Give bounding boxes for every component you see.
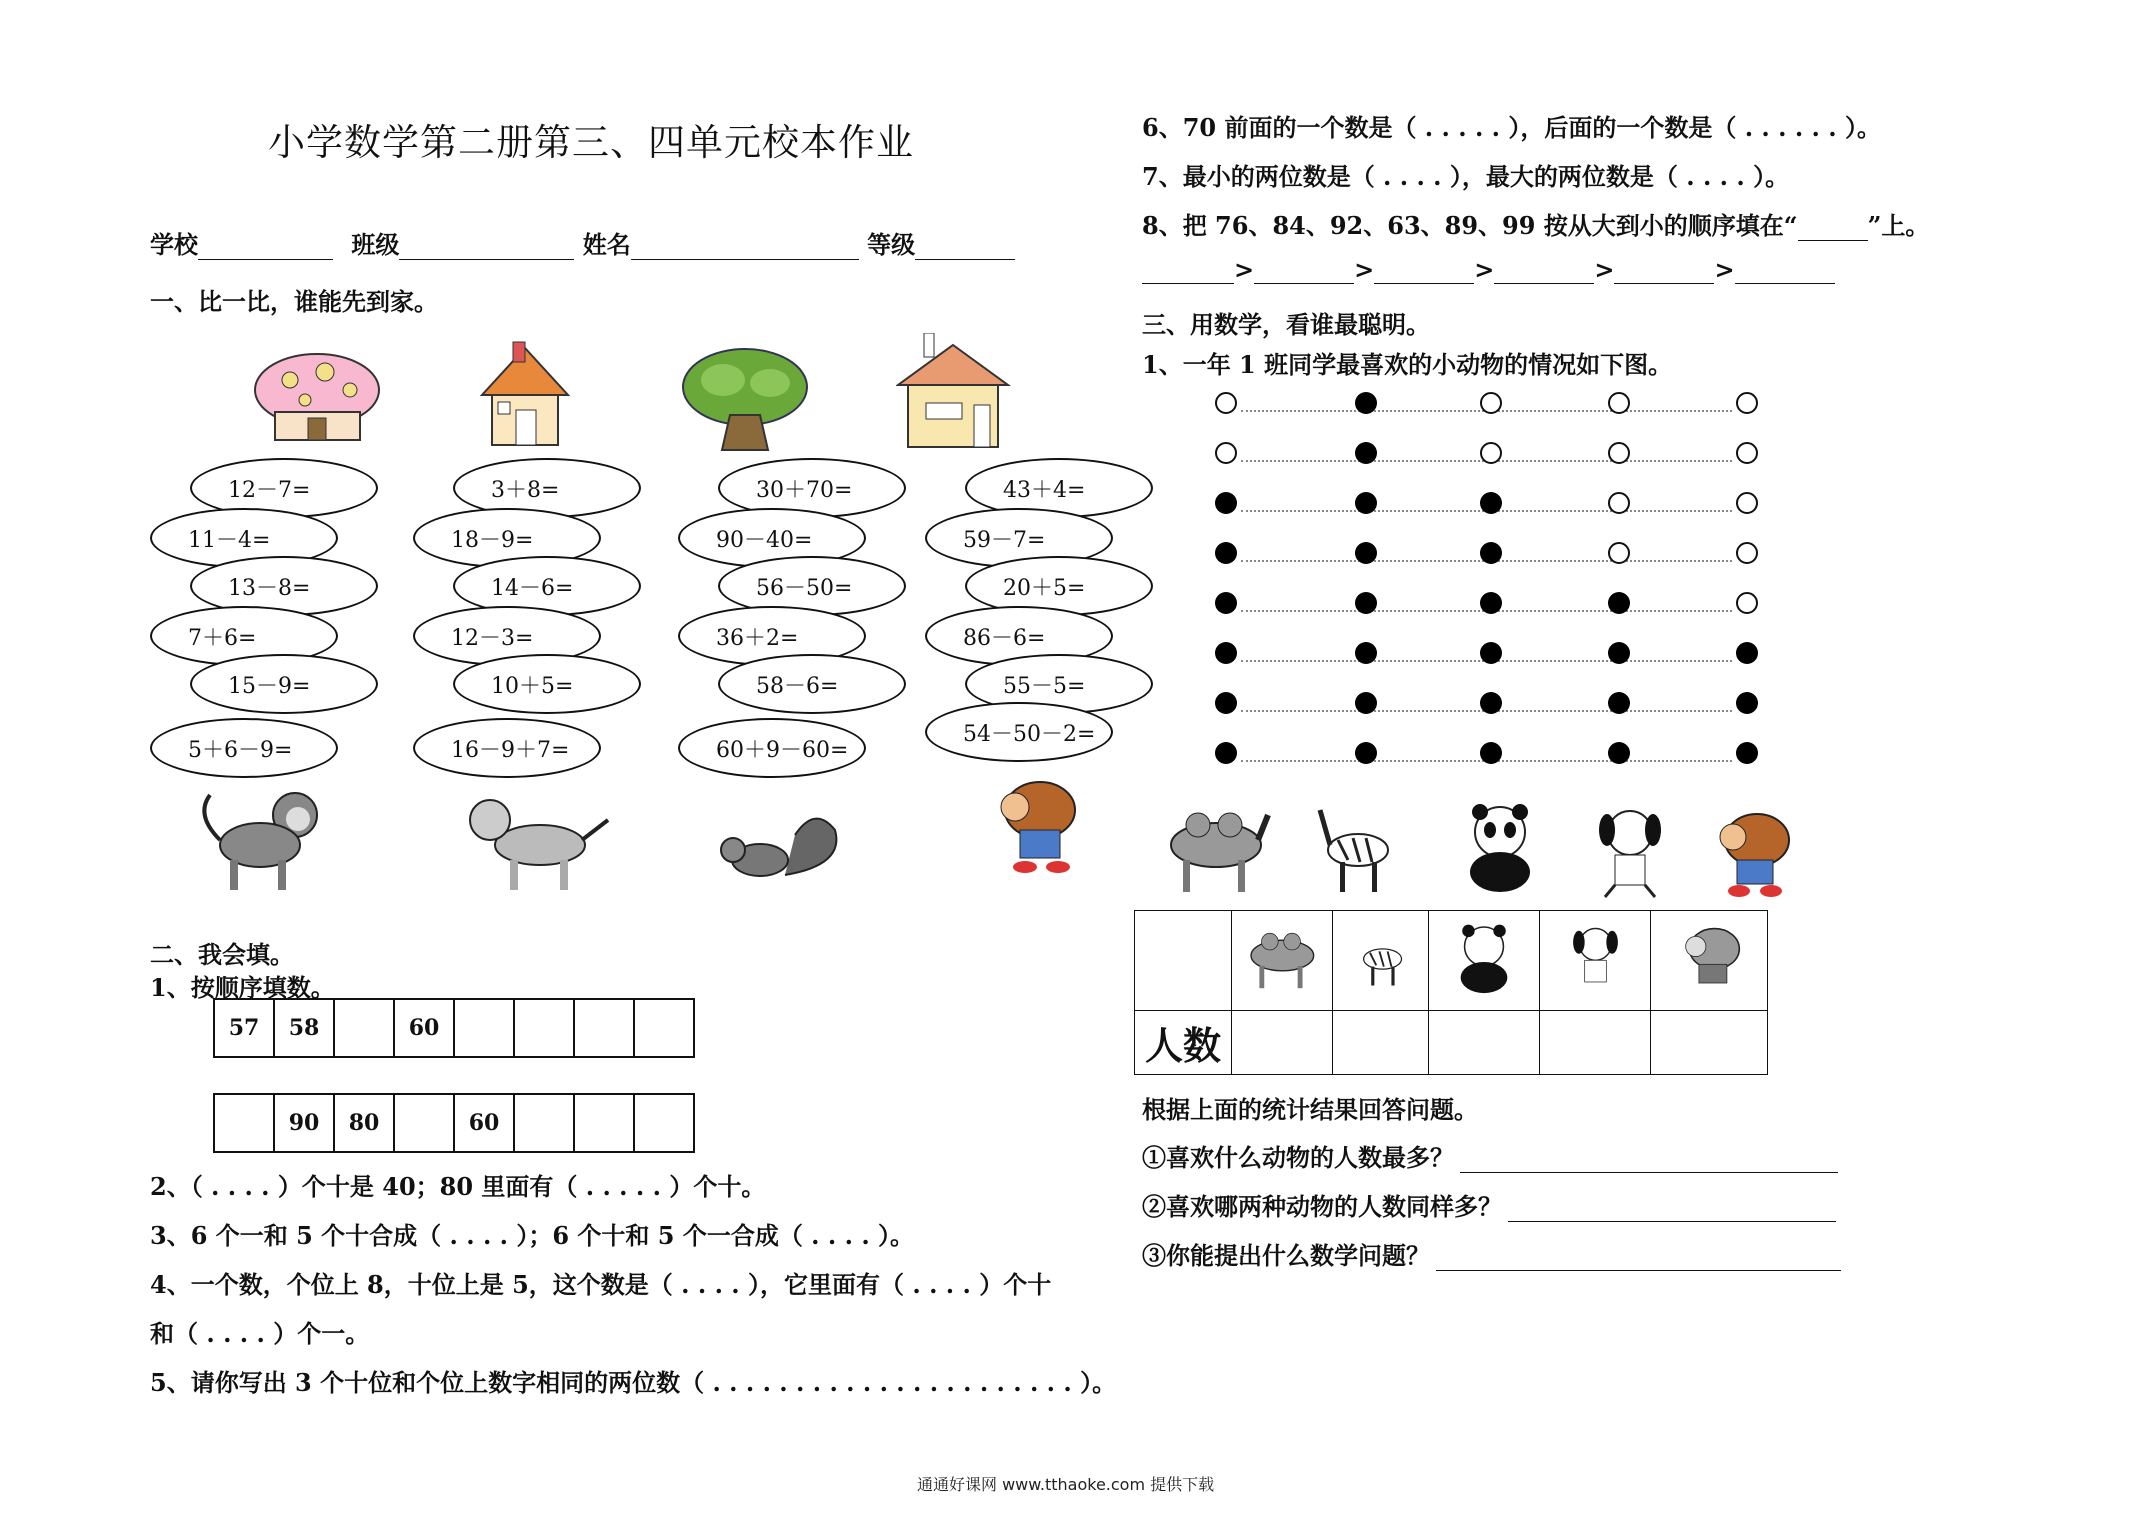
monkey-icon xyxy=(190,785,330,895)
house-icon xyxy=(896,333,1011,451)
footer-credit: 通通好课网 www.tthaoke.com 提供下载 xyxy=(917,1475,1215,1494)
sequence-table-1 xyxy=(213,998,695,1058)
qa1-text: ①喜欢什么动物的人数最多？ xyxy=(1142,1143,1454,1172)
sequence-cell[interactable] xyxy=(514,999,574,1057)
equation-text: 12－3= xyxy=(451,625,534,651)
zebra-icon xyxy=(1351,919,1411,999)
filled-dot xyxy=(1355,742,1377,764)
empty-dot xyxy=(1736,392,1758,414)
stat-puppy-cell xyxy=(1540,911,1651,1011)
empty-dot xyxy=(1480,392,1502,414)
equation-text: 58－6= xyxy=(756,673,839,699)
count-cell-panda[interactable] xyxy=(1429,1011,1540,1075)
q8-sample-blank xyxy=(1798,216,1868,241)
sequence-cell[interactable] xyxy=(514,1094,574,1152)
answer-intro: 根据上面的统计结果回答问题。 xyxy=(1142,1095,1478,1124)
q8-prompt: 8、把 76、84、92、63、89、99 按从大到小的顺序填在“ xyxy=(1142,211,1798,240)
qa2-row xyxy=(1142,1187,1836,1222)
filled-dot xyxy=(1355,442,1377,464)
q8-text xyxy=(1142,206,1929,241)
sequence-cell[interactable] xyxy=(454,999,514,1057)
filled-dot xyxy=(1480,642,1502,664)
zebra-icon xyxy=(1308,800,1403,900)
equation-text: 5＋6－9= xyxy=(188,737,293,763)
sequence-cell[interactable] xyxy=(634,1094,694,1152)
order-blank[interactable] xyxy=(1735,259,1835,284)
s3q1-text: 1、一年 1 班同学最喜欢的小动物的情况如下图。 xyxy=(1142,350,1673,379)
filled-dot xyxy=(1608,642,1630,664)
dog-icon xyxy=(460,790,610,895)
equation-text: 20＋5= xyxy=(1003,575,1086,601)
gt-sign: > xyxy=(1474,255,1495,284)
equation-text: 15－9= xyxy=(228,673,311,699)
equation-text: 59－7= xyxy=(963,527,1046,553)
class-blank[interactable] xyxy=(399,235,574,260)
filled-dot xyxy=(1608,692,1630,714)
house-icon xyxy=(478,340,573,450)
sequence-cell: 90 xyxy=(274,1094,334,1152)
empty-dot xyxy=(1736,442,1758,464)
order-blank[interactable] xyxy=(1254,259,1354,284)
filled-dot xyxy=(1355,542,1377,564)
empty-dot xyxy=(1480,442,1502,464)
school-label: 学校 xyxy=(150,230,198,259)
empty-dot xyxy=(1215,442,1237,464)
equation-text: 13－8= xyxy=(228,575,311,601)
panda-icon xyxy=(1449,921,1519,996)
section3-heading: 三、用数学，看谁最聪明。 xyxy=(1142,310,1430,339)
filled-dot xyxy=(1215,692,1237,714)
equation-text: 30＋70= xyxy=(756,477,853,503)
puppy-icon xyxy=(1585,805,1675,900)
equation-text: 36＋2= xyxy=(716,625,799,651)
squirrel-icon xyxy=(715,805,850,890)
filled-dot xyxy=(1215,642,1237,664)
filled-dot xyxy=(1480,742,1502,764)
empty-dot xyxy=(1736,592,1758,614)
order-blank[interactable] xyxy=(1494,259,1594,284)
section1-heading: 一、比一比，谁能先到家。 xyxy=(150,287,438,316)
class-label: 班级 xyxy=(351,230,400,259)
equation-bubble[interactable] xyxy=(925,702,1113,762)
gt-sign: > xyxy=(1354,255,1375,284)
filled-dot xyxy=(1608,592,1630,614)
equation-text: 60＋9－60= xyxy=(716,737,849,763)
stat-panda-cell xyxy=(1429,911,1540,1011)
sequence-cell: 58 xyxy=(274,999,334,1057)
equation-text: 55－5= xyxy=(1003,673,1086,699)
equation-bubble[interactable] xyxy=(678,718,866,778)
order-blank[interactable] xyxy=(1142,259,1234,284)
equation-text: 7＋6= xyxy=(188,625,257,651)
camel-icon xyxy=(1242,924,1322,994)
equation-bubble[interactable] xyxy=(718,654,906,714)
sequence-cell: 57 xyxy=(214,999,274,1057)
hedgehog-icon xyxy=(1674,921,1744,996)
filled-dot xyxy=(1355,692,1377,714)
school-blank[interactable] xyxy=(198,235,333,260)
sequence-cell[interactable] xyxy=(214,1094,274,1152)
q6-text: 6、70 前面的一个数是（ . . . . . ），后面的一个数是（ . . . . . . ）。 xyxy=(1142,113,1881,142)
q1-text: 1、按顺序填数。 xyxy=(150,973,335,1002)
sequence-cell[interactable] xyxy=(574,999,634,1057)
q4-text-a: 4、一个数，个位上 8，十位上是 5，这个数是（ . . . . ），它里面有（ . . . . ）个十 xyxy=(150,1270,1052,1299)
qa2-answer-line[interactable] xyxy=(1508,1197,1836,1222)
q4-text-b: 和（ . . . . ）个一。 xyxy=(150,1319,370,1348)
stat-hedgehog-cell xyxy=(1651,911,1768,1011)
filled-dot xyxy=(1608,742,1630,764)
empty-dot xyxy=(1608,442,1630,464)
qa2-text: ②喜欢哪两种动物的人数同样多？ xyxy=(1142,1192,1502,1221)
equation-text: 18－9= xyxy=(451,527,534,553)
filled-dot xyxy=(1215,742,1237,764)
gt-sign: > xyxy=(1594,255,1615,284)
count-cell-camel[interactable] xyxy=(1232,1011,1333,1075)
mushroom-house-icon xyxy=(250,350,385,445)
stat-zebra-cell xyxy=(1333,911,1429,1011)
equation-text: 54－50－2= xyxy=(963,721,1096,747)
filled-dot xyxy=(1355,392,1377,414)
filled-dot xyxy=(1736,692,1758,714)
sequence-cell[interactable] xyxy=(574,1094,634,1152)
empty-dot xyxy=(1215,392,1237,414)
puppy-icon xyxy=(1563,921,1628,996)
qa3-answer-line[interactable] xyxy=(1436,1246,1841,1271)
equation-bubble[interactable] xyxy=(190,654,378,714)
equation-bubble[interactable] xyxy=(453,654,641,714)
qa3-row xyxy=(1142,1236,1841,1271)
sequence-cell[interactable] xyxy=(634,999,694,1057)
equation-text: 43＋4= xyxy=(1003,477,1086,503)
filled-dot xyxy=(1355,492,1377,514)
count-cell-hedgehog[interactable] xyxy=(1651,1011,1768,1075)
q7-text: 7、最小的两位数是（ . . . . ），最大的两位数是（ . . . . ）。 xyxy=(1142,162,1790,191)
filled-dot xyxy=(1215,542,1237,564)
equation-text: 12－7= xyxy=(228,477,311,503)
q8-end: ”上。 xyxy=(1867,211,1930,240)
qa1-answer-line[interactable] xyxy=(1460,1148,1838,1173)
sequence-cell[interactable] xyxy=(394,1094,454,1152)
gt-sign: > xyxy=(1234,255,1255,284)
equation-text: 86－6= xyxy=(963,625,1046,651)
count-label: 人数 xyxy=(1135,1011,1232,1075)
grade-label: 等级 xyxy=(867,230,916,259)
equation-text: 90－40= xyxy=(716,527,813,553)
equation-text: 3＋8= xyxy=(491,477,560,503)
sequence-cell: 60 xyxy=(454,1094,514,1152)
name-blank[interactable] xyxy=(631,235,859,260)
name-label: 姓名 xyxy=(582,230,631,259)
filled-dot xyxy=(1215,492,1237,514)
sequence-cell[interactable] xyxy=(334,999,394,1057)
equation-text: 56－50= xyxy=(756,575,853,601)
equation-text: 10＋5= xyxy=(491,673,574,699)
empty-dot xyxy=(1736,542,1758,564)
panda-icon xyxy=(1455,800,1545,895)
empty-dot xyxy=(1608,492,1630,514)
stat-camel-cell xyxy=(1232,911,1333,1011)
section2-heading: 二、我会填。 xyxy=(150,940,294,969)
equation-text: 14－6= xyxy=(491,575,574,601)
qa3-text: ③你能提出什么数学问题？ xyxy=(1142,1241,1430,1270)
q5-text: 5、请你写出 3 个十位和个位上数字相同的两位数（ . . . . . . . . . . . . . . . . . . . . . . ）。 xyxy=(150,1368,1117,1397)
page-title: 小学数学第二册第三、四单元校本作业 xyxy=(268,121,914,164)
stat-header-empty xyxy=(1135,911,1232,1011)
filled-dot xyxy=(1355,592,1377,614)
filled-dot xyxy=(1480,542,1502,564)
empty-dot xyxy=(1736,492,1758,514)
filled-dot xyxy=(1480,592,1502,614)
stat-table xyxy=(1134,910,1768,1075)
hedgehog-icon xyxy=(990,775,1080,875)
order-blanks xyxy=(1142,255,1835,284)
sequence-cell: 80 xyxy=(334,1094,394,1152)
q3-text: 3、6 个一和 5 个十合成（ . . . . ）；6 个十和 5 个一合成（ . . . . ）。 xyxy=(150,1221,915,1250)
equation-text: 16－9＋7= xyxy=(451,737,570,763)
filled-dot xyxy=(1215,592,1237,614)
gt-sign: > xyxy=(1714,255,1735,284)
equation-bubble[interactable] xyxy=(413,718,601,778)
grade-blank[interactable] xyxy=(915,235,1015,260)
filled-dot xyxy=(1736,742,1758,764)
sequence-cell: 60 xyxy=(394,999,454,1057)
equation-bubble[interactable] xyxy=(150,718,338,778)
filled-dot xyxy=(1480,492,1502,514)
q2-text: 2、（ . . . . ）个十是 40；80 里面有（ . . . . . ）个十。 xyxy=(150,1172,766,1201)
empty-dot xyxy=(1608,392,1630,414)
camel-icon xyxy=(1158,805,1273,895)
filled-dot xyxy=(1355,642,1377,664)
filled-dot xyxy=(1736,642,1758,664)
sequence-table-2 xyxy=(213,1093,695,1153)
hedgehog-icon xyxy=(1705,805,1795,900)
info-line xyxy=(150,225,1015,260)
tree-icon xyxy=(678,345,813,455)
count-cell-zebra[interactable] xyxy=(1333,1011,1429,1075)
equation-text: 11－4= xyxy=(188,527,271,553)
count-cell-puppy[interactable] xyxy=(1540,1011,1651,1075)
empty-dot xyxy=(1608,542,1630,564)
qa1-row xyxy=(1142,1138,1838,1173)
order-blank[interactable] xyxy=(1614,259,1714,284)
order-blank[interactable] xyxy=(1374,259,1474,284)
filled-dot xyxy=(1480,692,1502,714)
